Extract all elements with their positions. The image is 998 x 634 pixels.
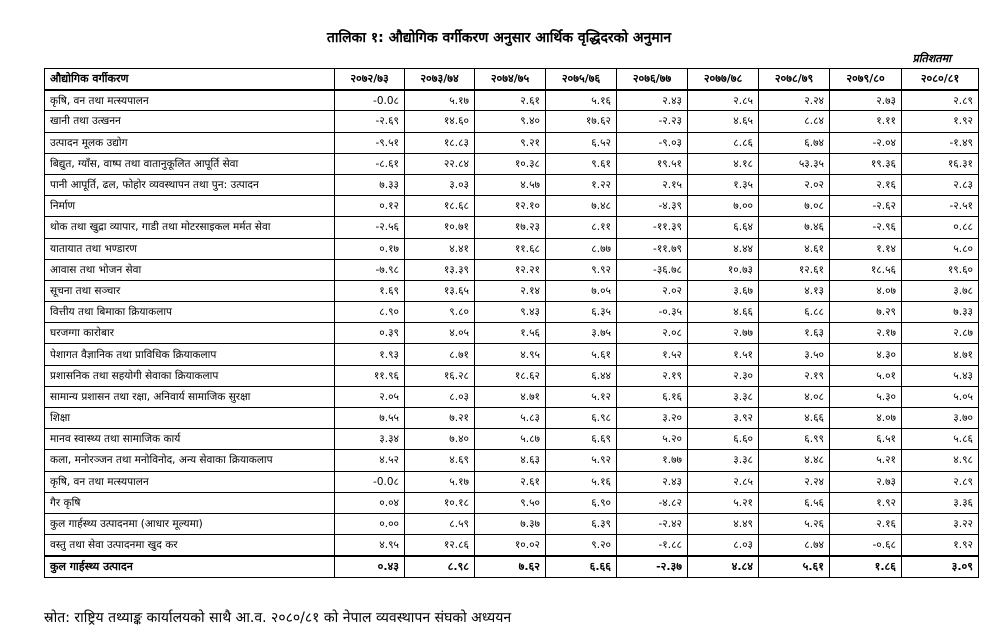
table-cell: ७.५५ — [335, 408, 405, 429]
table-cell: १७.६२ — [546, 111, 617, 132]
table-cell: ६.५१ — [830, 429, 902, 450]
table-cell: ८.७१ — [405, 344, 475, 365]
table-row — [45, 365, 979, 386]
table-cell: ७.०८ — [759, 196, 830, 217]
table-cell: ९.९२ — [546, 259, 617, 280]
table-cell: ८.०३ — [405, 386, 475, 407]
table-cell: -०.३५ — [617, 302, 688, 323]
table-cell: २.७३ — [830, 471, 902, 492]
row-label: प्रशासनिक तथा सहयोगी सेवाका क्रियाकलाप — [45, 365, 335, 386]
row-label: गैर कृषि — [45, 492, 335, 513]
row-label: मानव स्वास्थ्य तथा सामाजिक कार्य — [45, 429, 335, 450]
table-cell: २.२४ — [759, 471, 830, 492]
table-cell: ४.८४ — [688, 556, 759, 577]
table-cell: ७.०० — [688, 196, 759, 217]
table-cell: ८.७७ — [546, 238, 617, 259]
table-cell: २.३० — [688, 365, 759, 386]
table-cell: ७.३७ — [475, 513, 546, 534]
table-cell: -४.३९ — [617, 196, 688, 217]
table-cell: -२.४२ — [617, 513, 688, 534]
table-cell: २.०८ — [617, 323, 688, 344]
table-cell: २२.८४ — [405, 153, 475, 174]
table-cell: १.७७ — [617, 450, 688, 471]
table-header-row — [45, 69, 979, 90]
table-row — [45, 344, 979, 365]
table-cell: -२.०४ — [830, 132, 902, 153]
table-cell: ६.६४ — [688, 217, 759, 238]
table-cell: १२.२१ — [475, 259, 546, 280]
table-cell: ८.९० — [335, 302, 405, 323]
row-label: घरजग्गा कारोबार — [45, 323, 335, 344]
table-cell: १.९३ — [335, 344, 405, 365]
table-row — [45, 196, 979, 217]
table-cell: २.१४ — [475, 280, 546, 301]
table-cell: २.४३ — [617, 90, 688, 111]
row-label: पानी आपूर्ति, ढल, फोहोर व्यवस्थापन तथा पुन: उत्पादन — [45, 174, 335, 195]
table-cell: ४.४८ — [759, 450, 830, 471]
table-cell: -२.३७ — [617, 556, 688, 577]
table-cell: ६.७४ — [759, 132, 830, 153]
table-cell: ४.९५ — [335, 535, 405, 556]
row-label: वस्तु तथा सेवा उत्पादनमा खुद कर — [45, 535, 335, 556]
table-cell: २.८९ — [902, 90, 979, 111]
table-cell: ३.०९ — [902, 556, 979, 577]
table-cell: ७.२९ — [830, 302, 902, 323]
table-cell: -२.२३ — [617, 111, 688, 132]
table-cell: १९.६० — [902, 259, 979, 280]
table-cell: ५.८७ — [475, 429, 546, 450]
table-cell: ४.१३ — [759, 280, 830, 301]
table-cell: ५.४३ — [902, 365, 979, 386]
table-cell: ८.५९ — [405, 513, 475, 534]
table-cell: ९.४३ — [475, 302, 546, 323]
table-cell: -०.६८ — [830, 535, 902, 556]
table-cell: ३.३४ — [335, 429, 405, 450]
table-cell: ९.४० — [475, 111, 546, 132]
table-cell: ६.६६ — [546, 556, 617, 577]
table-cell: २.१६ — [830, 174, 902, 195]
table-cell: ७.६२ — [475, 556, 546, 577]
table-cell: ६.३५ — [546, 302, 617, 323]
table-cell: -३६.७८ — [617, 259, 688, 280]
table-cell: १०.३८ — [475, 153, 546, 174]
table-cell: ५.८० — [902, 238, 979, 259]
table-cell: ०.१७ — [335, 238, 405, 259]
row-label: निर्माण — [45, 196, 335, 217]
table-cell: १.८६ — [830, 556, 902, 577]
table-cell: ५.८३ — [475, 408, 546, 429]
table-cell: ४.१८ — [688, 153, 759, 174]
row-label: थोक तथा खुद्रा व्यापार, गाडी तथा मोटरसाइकल मर्मत सेवा — [45, 217, 335, 238]
row-label: शिक्षा — [45, 408, 335, 429]
table-cell: ३.३८ — [688, 450, 759, 471]
table-cell: ३.३६ — [902, 492, 979, 513]
table-cell: ६.४४ — [546, 365, 617, 386]
table-cell: ५३.३५ — [759, 153, 830, 174]
table-row — [45, 450, 979, 471]
table-cell: १७.२३ — [475, 217, 546, 238]
table-cell: ५.०१ — [830, 365, 902, 386]
table-cell: १.५१ — [688, 344, 759, 365]
table-cell: २.०२ — [759, 174, 830, 195]
table-row — [45, 429, 979, 450]
table-cell: ४.७१ — [475, 386, 546, 407]
table-cell: २.७७ — [688, 323, 759, 344]
column-header: २०७९/८० — [830, 69, 902, 90]
table-cell: १३.३९ — [405, 259, 475, 280]
table-cell: २.७३ — [830, 90, 902, 111]
table-row — [45, 386, 979, 407]
table-cell: १२.६१ — [759, 259, 830, 280]
table-row — [45, 217, 979, 238]
table-cell: ०.०० — [335, 513, 405, 534]
table-cell: ६.५२ — [546, 132, 617, 153]
table-cell: -२.९६ — [830, 217, 902, 238]
table-cell: १.५६ — [475, 323, 546, 344]
table-cell: ७.४० — [405, 429, 475, 450]
table-title: तालिका १: औद्योगिक वर्गीकरण अनुसार आर्थिक वृद्धिदरको अनुमान — [326, 30, 672, 46]
table-cell: २.८३ — [902, 174, 979, 195]
table-cell: ३.५० — [759, 344, 830, 365]
table-cell: ४.०७ — [830, 280, 902, 301]
column-header: २०७२/७३ — [335, 69, 405, 90]
table-cell: २.१९ — [617, 365, 688, 386]
table-row — [45, 259, 979, 280]
table-cell: १०.१८ — [405, 492, 475, 513]
table-cell: ४.६९ — [405, 450, 475, 471]
table-cell: ४.७१ — [902, 344, 979, 365]
table-cell: -२.५१ — [902, 196, 979, 217]
table-cell: ५.२१ — [688, 492, 759, 513]
table-cell: १०.०२ — [475, 535, 546, 556]
table-row — [45, 238, 979, 259]
row-label: खानी तथा उत्खनन — [45, 111, 335, 132]
table-cell: ५.९२ — [546, 450, 617, 471]
table-cell: १८.६२ — [475, 365, 546, 386]
table-cell: ७.०५ — [546, 280, 617, 301]
table-cell: १.५२ — [617, 344, 688, 365]
table-cell: -१.४९ — [902, 132, 979, 153]
table-cell: -0.0८ — [335, 471, 405, 492]
table-cell: १.६९ — [335, 280, 405, 301]
unit-note: प्रतिशतमा — [912, 52, 951, 65]
table-row — [45, 471, 979, 492]
table-cell: २.८५ — [688, 471, 759, 492]
table-cell: २.१९ — [759, 365, 830, 386]
table-cell: १.९२ — [830, 492, 902, 513]
table-cell: -२.६२ — [830, 196, 902, 217]
table-cell: ४.६६ — [688, 302, 759, 323]
table-cell: १४.६० — [405, 111, 475, 132]
table-cell: २.१५ — [617, 174, 688, 195]
table-cell: ५.०५ — [902, 386, 979, 407]
table-cell: ५.२६ — [759, 513, 830, 534]
table-cell: ५.१६ — [546, 90, 617, 111]
table-cell: ३.२० — [617, 408, 688, 429]
table-cell: २.२४ — [759, 90, 830, 111]
row-label: आवास तथा भोजन सेवा — [45, 259, 335, 280]
table-cell: १.९२ — [902, 111, 979, 132]
row-label: पेशागत वैज्ञानिक तथा प्राविधिक क्रियाकलाप — [45, 344, 335, 365]
table-cell: ४.४४ — [688, 238, 759, 259]
table-cell: -११.७९ — [617, 238, 688, 259]
source-note: स्रोत: राष्ट्रिय तथ्याङ्क कार्यालयको साथै आ.व. २०८०/८१ को नेपाल व्यवस्थापन संघको अध्ययन — [44, 610, 512, 626]
table-cell: १९.५१ — [617, 153, 688, 174]
table-cell: -११.३९ — [617, 217, 688, 238]
table-cell: २.८९ — [902, 471, 979, 492]
table-cell: -२.६९ — [335, 111, 405, 132]
table-cell: ५.१७ — [405, 90, 475, 111]
table-cell: २.४३ — [617, 471, 688, 492]
table-cell: १.९२ — [902, 535, 979, 556]
table-cell: १६.२८ — [405, 365, 475, 386]
table-cell: ८.९८ — [405, 556, 475, 577]
table-cell: ६.३९ — [546, 513, 617, 534]
table-cell: ८.८४ — [759, 111, 830, 132]
table-cell: ७.३३ — [335, 174, 405, 195]
table-cell: २.०५ — [335, 386, 405, 407]
table-cell: १०.७३ — [688, 259, 759, 280]
row-label: सूचना तथा सञ्चार — [45, 280, 335, 301]
table-cell: ४.०८ — [759, 386, 830, 407]
table-cell: ०.३९ — [335, 323, 405, 344]
table-cell: ०.८८ — [902, 217, 979, 238]
table-cell: ४.६३ — [475, 450, 546, 471]
table-cell: ७.३३ — [902, 302, 979, 323]
table-cell: १६.३१ — [902, 153, 979, 174]
table-cell: ७.२१ — [405, 408, 475, 429]
table-cell: ३.७८ — [902, 280, 979, 301]
table-cell: ६.८८ — [759, 302, 830, 323]
table-cell: -१.८८ — [617, 535, 688, 556]
row-label: कृषि, वन तथा मत्स्यपालन — [45, 90, 335, 111]
table-cell: ६.६९ — [546, 429, 617, 450]
table-cell: -४.८२ — [617, 492, 688, 513]
row-label: यातायात तथा भण्डारण — [45, 238, 335, 259]
table-cell: ९.२० — [546, 535, 617, 556]
row-label: कुल गार्हस्थ्य उत्पादन — [45, 556, 335, 577]
table-cell: ६.६० — [688, 429, 759, 450]
table-cell: ५.६१ — [759, 556, 830, 577]
table-cell: ०.०४ — [335, 492, 405, 513]
table-cell: ६.९८ — [546, 408, 617, 429]
table-cell: ७.४६ — [759, 217, 830, 238]
table-cell: १८.८३ — [405, 132, 475, 153]
row-label: सामान्य प्रशासन तथा रक्षा, अनिवार्य सामाजिक सुरक्षा — [45, 386, 335, 407]
table-cell: ५.२१ — [830, 450, 902, 471]
table-cell: ५.१२ — [546, 386, 617, 407]
column-header: २०७४/७५ — [475, 69, 546, 90]
table-cell: ४.६१ — [759, 238, 830, 259]
table-cell: ९.२१ — [475, 132, 546, 153]
table-cell: १३.६५ — [405, 280, 475, 301]
table-cell: २.०२ — [617, 280, 688, 301]
table-cell: १९.३६ — [830, 153, 902, 174]
row-label: कुल गार्हस्थ्य उत्पादनमा (आधार मूल्यमा) — [45, 513, 335, 534]
table-cell: ४.४१ — [405, 238, 475, 259]
table-cell: ४.४९ — [688, 513, 759, 534]
column-header: २०७७/७८ — [688, 69, 759, 90]
row-label: कला, मनोरञ्जन तथा मनोविनोद, अन्य सेवाका क्रियाकलाप — [45, 450, 335, 471]
table-cell: ८.११ — [546, 217, 617, 238]
table-body — [45, 90, 979, 577]
table-cell: -८.६१ — [335, 153, 405, 174]
table-cell: ३.७० — [902, 408, 979, 429]
table-cell: ६.१६ — [617, 386, 688, 407]
table-cell: ४.५७ — [475, 174, 546, 195]
table-row — [45, 302, 979, 323]
table-cell: ३.७५ — [546, 323, 617, 344]
table-cell: ६.९९ — [759, 429, 830, 450]
table-cell: ६.९० — [546, 492, 617, 513]
table-row — [45, 280, 979, 301]
table-cell: ८.८६ — [688, 132, 759, 153]
table-cell: २.१७ — [830, 323, 902, 344]
column-header: २०८०/८१ — [902, 69, 979, 90]
table-cell: -९.०३ — [617, 132, 688, 153]
table-cell: २.१६ — [830, 513, 902, 534]
table-cell: ३.६७ — [688, 280, 759, 301]
table-cell: १.३५ — [688, 174, 759, 195]
column-header: औद्योगिक वर्गीकरण — [45, 69, 335, 90]
table-cell: ५.३० — [830, 386, 902, 407]
table-cell: ४.९८ — [902, 450, 979, 471]
table-cell: ५.२० — [617, 429, 688, 450]
table-row — [45, 492, 979, 513]
table-row — [45, 513, 979, 534]
table-cell: १.२२ — [546, 174, 617, 195]
table-cell: ७.४८ — [546, 196, 617, 217]
table-cell: १२.१० — [475, 196, 546, 217]
table-cell: ९.६१ — [546, 153, 617, 174]
row-label: बिद्युत, ग्याँस, वाष्प तथा वातानुकूलित आपूर्ति सेवा — [45, 153, 335, 174]
total-row — [45, 556, 979, 577]
row-label: वित्तीय तथा बिमाका क्रियाकलाप — [45, 302, 335, 323]
growth-rate-table — [44, 68, 979, 578]
table-cell: ४.६५ — [688, 111, 759, 132]
table-cell: ५.१७ — [405, 471, 475, 492]
table-cell: ५.८६ — [902, 429, 979, 450]
table-cell: ८.०३ — [688, 535, 759, 556]
table-cell: १८.५६ — [830, 259, 902, 280]
table-cell: २.६१ — [475, 471, 546, 492]
table-cell: ४.०७ — [830, 408, 902, 429]
table-cell: १.११ — [830, 111, 902, 132]
table-cell: -९.५१ — [335, 132, 405, 153]
table-row — [45, 408, 979, 429]
row-label: कृषि, वन तथा मत्स्यपालन — [45, 471, 335, 492]
column-header: २०७६/७७ — [617, 69, 688, 90]
table-cell: २.८५ — [688, 90, 759, 111]
table-cell: १०.७१ — [405, 217, 475, 238]
column-header: २०७८/७९ — [759, 69, 830, 90]
table-cell: ३.३८ — [688, 386, 759, 407]
table-cell: ४.३० — [830, 344, 902, 365]
table-cell: १२.८६ — [405, 535, 475, 556]
table-cell: ८.७४ — [759, 535, 830, 556]
table-row — [45, 535, 979, 556]
row-label: उत्पादन मूलक उद्योग — [45, 132, 335, 153]
table-cell: ९.५० — [475, 492, 546, 513]
table-cell: १.१४ — [830, 238, 902, 259]
table-cell: ४.९५ — [475, 344, 546, 365]
table-cell: १.६३ — [759, 323, 830, 344]
table-cell: ११.६८ — [475, 238, 546, 259]
column-header: २०७३/७४ — [405, 69, 475, 90]
table-cell: -२.५६ — [335, 217, 405, 238]
table-cell: ५.६१ — [546, 344, 617, 365]
table-cell: ४.५२ — [335, 450, 405, 471]
table-cell: ३.९२ — [688, 408, 759, 429]
table-cell: ३.२२ — [902, 513, 979, 534]
table-cell: -७.९८ — [335, 259, 405, 280]
table-cell: १८.६८ — [405, 196, 475, 217]
table-cell: ०.४३ — [335, 556, 405, 577]
table-row — [45, 153, 979, 174]
table-cell: २.६१ — [475, 90, 546, 111]
table-row — [45, 90, 979, 111]
table-row — [45, 111, 979, 132]
table-row — [45, 174, 979, 195]
table-row — [45, 323, 979, 344]
table-cell: ९.८० — [405, 302, 475, 323]
table-cell: -0.0८ — [335, 90, 405, 111]
table-cell: ४.०५ — [405, 323, 475, 344]
table-cell: २.८७ — [902, 323, 979, 344]
table-cell: ६.५६ — [759, 492, 830, 513]
table-cell: ०.१२ — [335, 196, 405, 217]
table-cell: ११.९६ — [335, 365, 405, 386]
table-cell: ४.६६ — [759, 408, 830, 429]
column-header: २०७५/७६ — [546, 69, 617, 90]
table-cell: ५.१६ — [546, 471, 617, 492]
table-row — [45, 132, 979, 153]
table-cell: ३.०३ — [405, 174, 475, 195]
